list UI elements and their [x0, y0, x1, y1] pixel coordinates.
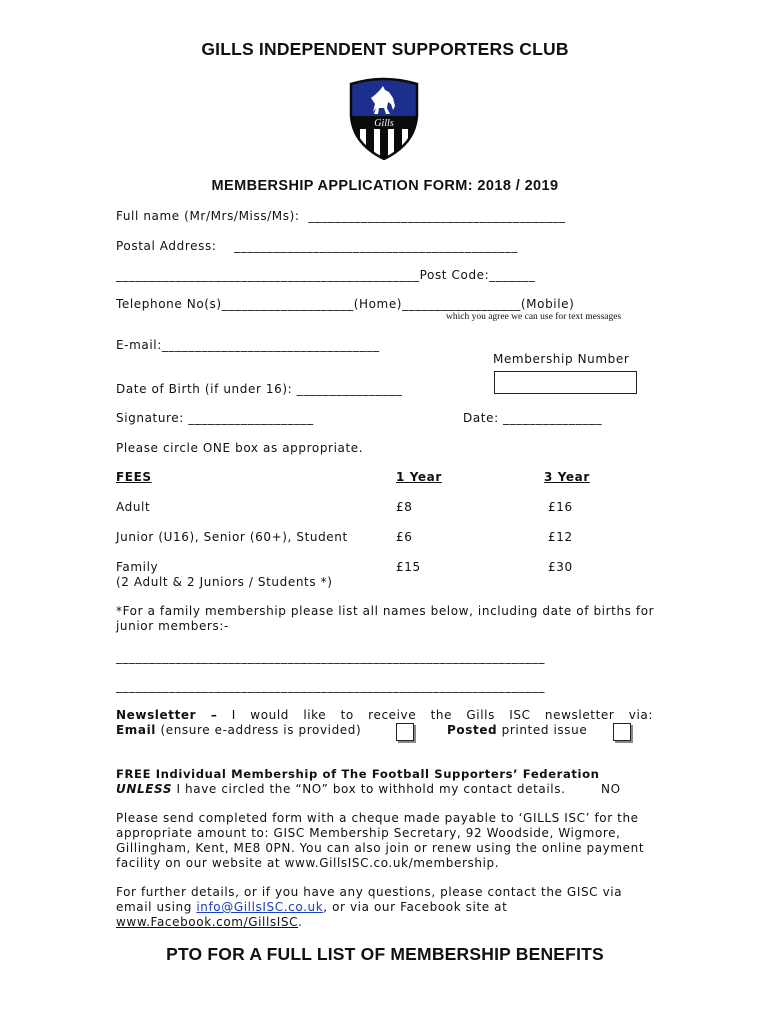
fee-one-year[interactable]: £6 — [396, 530, 413, 544]
facebook-link[interactable]: www.Facebook.com/GillsISC — [116, 915, 299, 929]
email-option-label — [116, 723, 361, 737]
crest-text: Gills — [374, 118, 394, 129]
newsletter-line — [116, 708, 653, 722]
club-crest-logo — [349, 76, 419, 160]
fee-three-year[interactable]: £12 — [548, 530, 573, 544]
fee-one-year[interactable]: £8 — [396, 500, 413, 514]
family-names-line-1[interactable]: _________________________________________________________________ — [116, 650, 545, 664]
send-instructions: Please send completed form with a cheque made payable to ‘GILLS ISC’ for the appropriate amount to: GISC Membership Secretary, 92 Woodside, Wigmore, Gillingham, Kent, ME8 0PN. You can also join or renew using the online payment facility on our website at www.GillsISC.co.uk/membership. — [116, 811, 645, 870]
fsf-unless: UNLESS — [116, 782, 173, 796]
email-option-text: (ensure e-address is provided) — [156, 723, 362, 737]
posted-option-bold: Posted — [447, 723, 498, 737]
contact-suffix: . — [298, 915, 303, 929]
signature-field[interactable]: Signature: ___________________ — [116, 411, 314, 425]
fsf-no-option[interactable]: NO — [601, 782, 621, 796]
contact-paragraph — [116, 885, 628, 930]
newsletter-label: Newsletter – — [116, 708, 218, 722]
postcode-field[interactable]: ______________________________________________Post Code:_______ — [116, 268, 536, 282]
newsletter-text: I would like to receive the Gills ISC newsletter via: — [217, 708, 653, 722]
contact-middle: , or via our Facebook site at — [323, 900, 508, 914]
full-name-field[interactable]: Full name (Mr/Mrs/Miss/Ms): _______________________________________ — [116, 209, 566, 223]
fsf-unless-line — [116, 782, 566, 796]
membership-number-box[interactable] — [494, 371, 637, 394]
fee-row-sublabel: (2 Adult & 2 Juniors / Students *) — [116, 575, 333, 589]
fsf-membership-line: FREE Individual Membership of The Football Supporters’ Federation — [116, 767, 600, 781]
telephone-field[interactable]: Telephone No(s)____________________(Home)__________________(Mobile) — [116, 297, 575, 311]
newsletter-email-checkbox[interactable] — [396, 723, 414, 741]
pto-footer: PTO FOR A FULL LIST OF MEMBERSHIP BENEFITS — [166, 944, 604, 964]
fee-row-label: Family — [116, 560, 159, 574]
one-year-header: 1 Year — [396, 470, 442, 484]
email-link[interactable]: info@GillsISC.co.uk — [196, 900, 324, 914]
contact-prefix: For further details, or if you have any questions, please contact the GISC via email using — [116, 885, 623, 914]
fee-three-year[interactable]: £16 — [548, 500, 573, 514]
fee-one-year[interactable]: £15 — [396, 560, 421, 574]
fsf-unless-text: I have circled the “NO” box to withhold my contact details. — [172, 782, 566, 796]
instructions: Please circle ONE box as appropriate. — [116, 441, 364, 455]
family-names-line-2[interactable]: _________________________________________________________________ — [116, 679, 545, 693]
fee-row-label: Junior (U16), Senior (60+), Student — [116, 530, 348, 544]
email-field[interactable]: E-mail:_________________________________ — [116, 338, 380, 352]
membership-number-label: Membership Number — [493, 352, 630, 366]
posted-option-label — [447, 723, 587, 737]
three-year-header: 3 Year — [544, 470, 590, 484]
family-note: *For a family membership please list all names below, including date of births for junior members:- — [116, 604, 655, 633]
posted-option-text: printed issue — [497, 723, 588, 737]
fee-three-year[interactable]: £30 — [548, 560, 573, 574]
newsletter-posted-checkbox[interactable] — [613, 723, 631, 741]
dob-field[interactable]: Date of Birth (if under 16): ________________ — [116, 382, 403, 396]
date-field[interactable]: Date: _______________ — [463, 411, 603, 425]
telephone-note: which you agree we can use for text messages — [446, 312, 622, 322]
fee-row-label: Adult — [116, 500, 151, 514]
club-name: GILLS INDEPENDENT SUPPORTERS CLUB — [201, 39, 569, 59]
email-option-bold: Email — [116, 723, 157, 737]
postal-address-field[interactable]: Postal Address: ___________________________________________ — [116, 239, 518, 253]
fees-header: FEES — [116, 470, 152, 484]
form-title: MEMBERSHIP APPLICATION FORM: 2018 / 2019 — [211, 178, 559, 194]
